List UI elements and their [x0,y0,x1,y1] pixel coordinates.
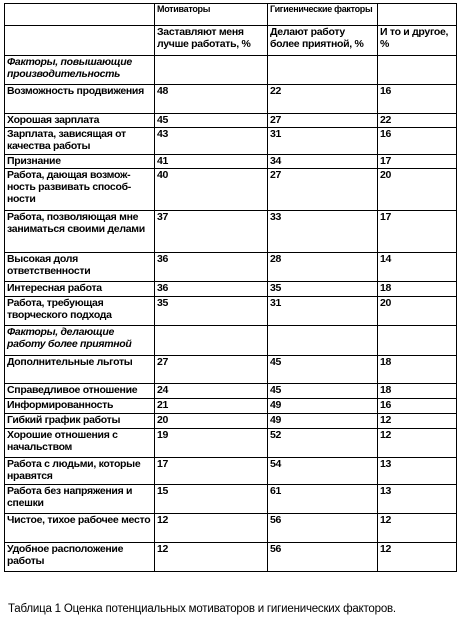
factor-label: Работа, позволяющая мне заниматься своими делами [5,211,155,253]
section-label: Факторы, делающие работу более приятной [5,326,155,356]
value-work-better: 12 [155,514,268,543]
factor-label: Гибкий график работы [5,414,155,429]
table-row [5,297,457,326]
table-row [5,356,457,384]
section-row [5,56,457,85]
value-both: 20 [378,297,457,326]
value-more-pleasant: 33 [268,211,378,253]
value-both: 12 [378,514,457,543]
table-row [5,485,457,514]
value-work-better: 21 [155,399,268,414]
value-both: 16 [378,128,457,155]
table-row [5,399,457,414]
header-empty-cell [5,4,155,26]
value-more-pleasant: 31 [268,297,378,326]
value-more-pleasant: 45 [268,384,378,399]
section-empty-cell [155,326,268,356]
subheader-more-pleasant: Делают работу более приятной, % [268,26,378,56]
factor-label: Зарплата, зависящая от качества работы [5,128,155,155]
value-more-pleasant: 54 [268,458,378,485]
header-row-2 [5,26,457,56]
value-both: 14 [378,253,457,282]
table-row [5,414,457,429]
value-more-pleasant: 27 [268,114,378,128]
factor-label: Хорошие отношения с начальством [5,429,155,458]
section-empty-cell [378,56,457,85]
table-row [5,458,457,485]
factor-label: Чистое, тихое рабочее место [5,514,155,543]
value-both: 12 [378,543,457,572]
factor-label: Работа с людьми, которые нравятся [5,458,155,485]
factor-label: Признание [5,155,155,169]
factor-label: Справедливое отношение [5,384,155,399]
factor-label: Дополнительные льготы [5,356,155,384]
table-row [5,253,457,282]
value-more-pleasant: 49 [268,414,378,429]
factors-table [4,3,457,572]
value-work-better: 20 [155,414,268,429]
table-row [5,155,457,169]
header-motivators: Мотиваторы [155,4,268,26]
table-row [5,169,457,211]
header-row-1 [5,4,457,26]
factor-label: Информированность [5,399,155,414]
value-both: 17 [378,155,457,169]
value-both: 16 [378,85,457,114]
value-both: 13 [378,485,457,514]
table-row [5,543,457,572]
factor-label: Удобное расположение работы [5,543,155,572]
value-more-pleasant: 31 [268,128,378,155]
value-more-pleasant: 22 [268,85,378,114]
factor-label: Возможность продвижения [5,85,155,114]
value-both: 18 [378,384,457,399]
value-both: 20 [378,169,457,211]
subheader-work-better: Заставляют меня лучше работать, % [155,26,268,56]
value-more-pleasant: 56 [268,543,378,572]
table-row [5,282,457,297]
value-both: 18 [378,356,457,384]
value-work-better: 17 [155,458,268,485]
value-both: 22 [378,114,457,128]
subheader-empty-cell [5,26,155,56]
value-work-better: 43 [155,128,268,155]
value-work-better: 37 [155,211,268,253]
value-work-better: 35 [155,297,268,326]
subheader-both: И то и другое, % [378,26,457,56]
table-row [5,384,457,399]
table-row [5,211,457,253]
table-row [5,514,457,543]
value-work-better: 41 [155,155,268,169]
value-work-better: 48 [155,85,268,114]
section-empty-cell [378,326,457,356]
factor-label: Работа, дающая возмож-ность развивать способ-ности [5,169,155,211]
value-both: 12 [378,414,457,429]
value-more-pleasant: 56 [268,514,378,543]
factor-label: Работа без напряжения и спешки [5,485,155,514]
value-work-better: 36 [155,253,268,282]
value-both: 17 [378,211,457,253]
value-more-pleasant: 35 [268,282,378,297]
section-empty-cell [268,326,378,356]
table-caption: Таблица 1 Оценка потенциальных мотиваторов и гигиенических факторов. [8,603,396,615]
header-hygiene-factors: Гигиенические факторы [268,4,378,26]
value-both: 16 [378,399,457,414]
value-work-better: 27 [155,356,268,384]
value-both: 13 [378,458,457,485]
factor-label: Высокая доля ответственности [5,253,155,282]
value-more-pleasant: 52 [268,429,378,458]
factor-label: Интересная работа [5,282,155,297]
section-empty-cell [268,56,378,85]
factor-label: Хорошая зарплата [5,114,155,128]
header-empty-cell-right [378,4,457,26]
value-more-pleasant: 27 [268,169,378,211]
value-both: 18 [378,282,457,297]
value-more-pleasant: 49 [268,399,378,414]
value-work-better: 19 [155,429,268,458]
value-work-better: 36 [155,282,268,297]
value-work-better: 40 [155,169,268,211]
value-work-better: 45 [155,114,268,128]
value-more-pleasant: 28 [268,253,378,282]
value-more-pleasant: 61 [268,485,378,514]
section-label: Факторы, повышающие производительность [5,56,155,85]
table-row [5,114,457,128]
section-row [5,326,457,356]
table-row [5,128,457,155]
value-work-better: 15 [155,485,268,514]
value-work-better: 12 [155,543,268,572]
value-work-better: 24 [155,384,268,399]
table-row [5,429,457,458]
value-more-pleasant: 45 [268,356,378,384]
table-row [5,85,457,114]
value-both: 12 [378,429,457,458]
value-more-pleasant: 34 [268,155,378,169]
section-empty-cell [155,56,268,85]
factor-label: Работа, требующая творческого подхода [5,297,155,326]
